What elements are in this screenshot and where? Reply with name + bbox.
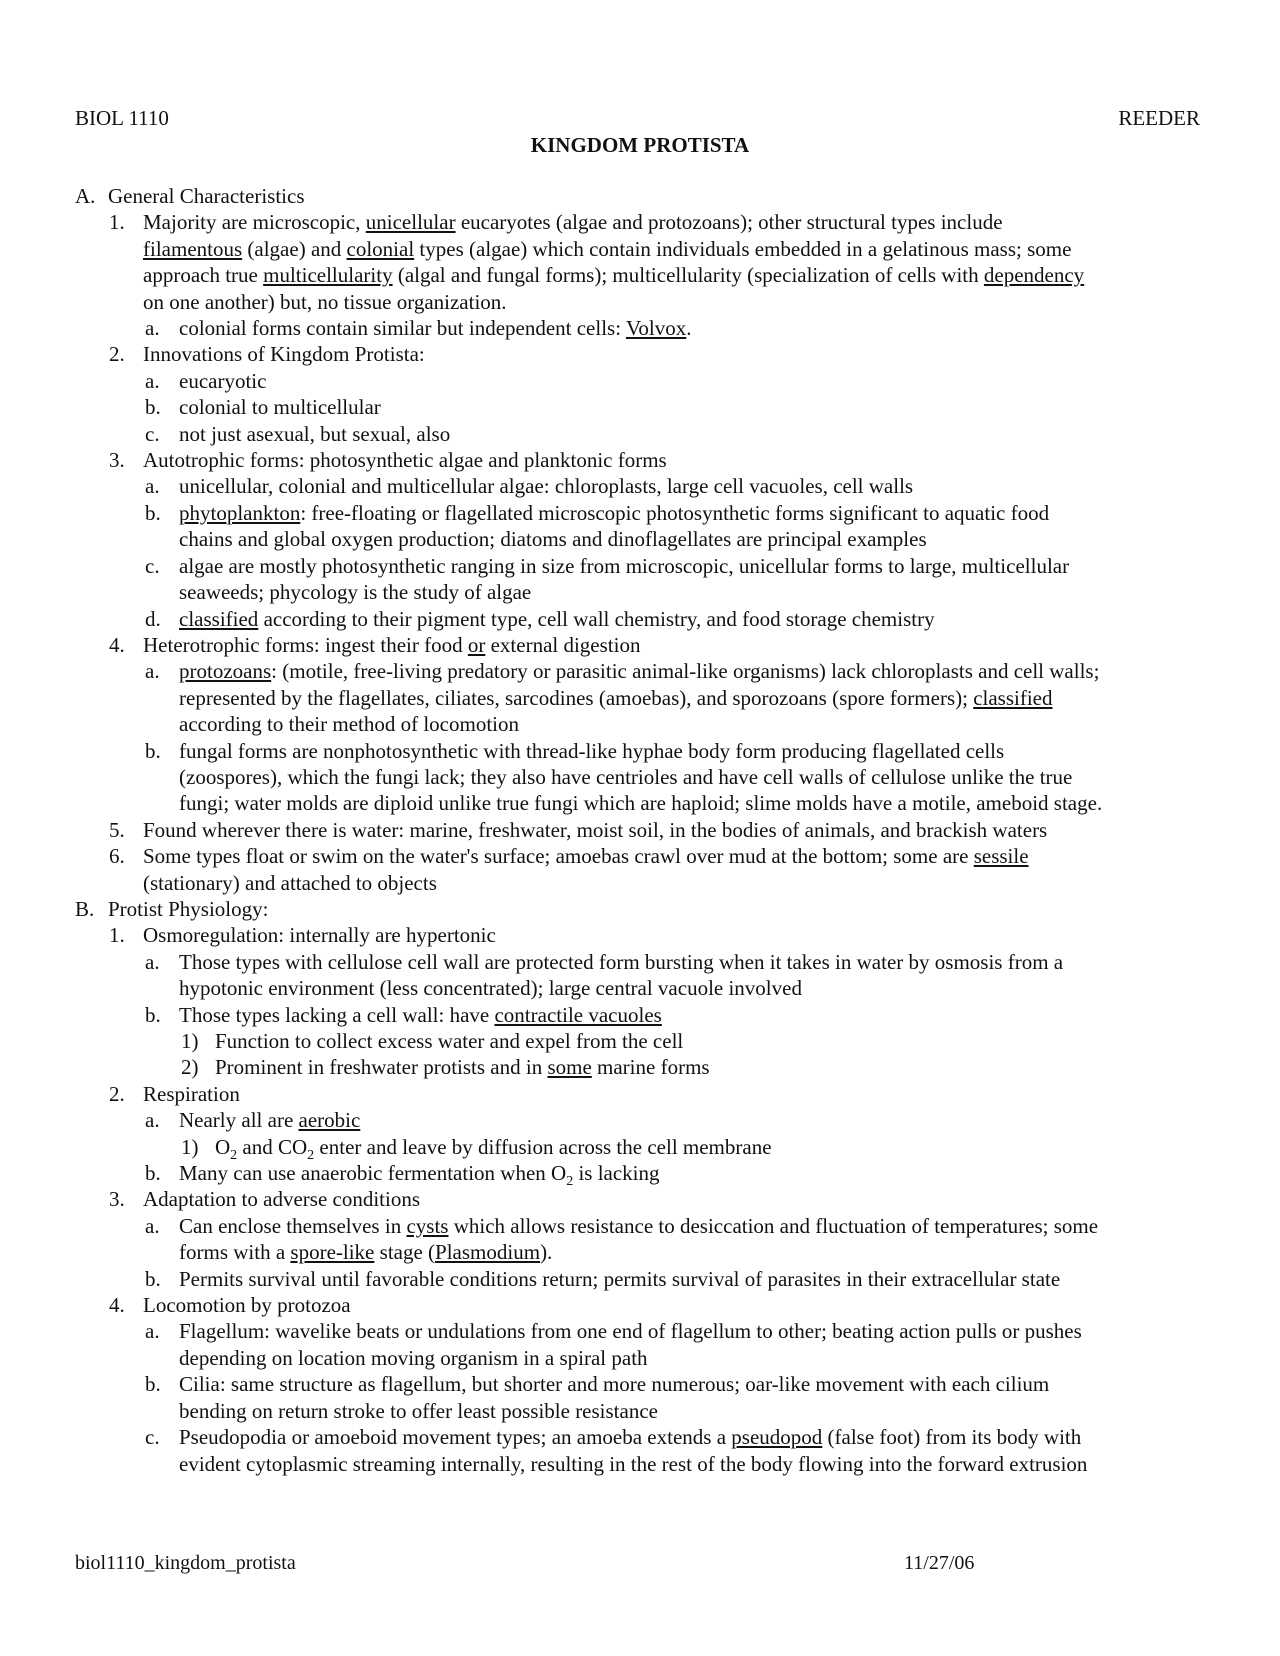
outline-line — [75, 1028, 1205, 1054]
outline-line — [75, 183, 1205, 209]
list-marker: 2) — [181, 1055, 199, 1080]
outline-line — [75, 1266, 1205, 1292]
text-run: is lacking — [573, 1161, 660, 1186]
text-run: Respiration — [143, 1081, 240, 1106]
underlined-term: filamentous — [143, 236, 243, 261]
underlined-term: spore-like — [290, 1240, 375, 1265]
text-run: : (motile, free-living predatory or parasitic animal-like organisms) lack chloroplasts and cell walls; — [271, 659, 1100, 684]
list-marker: a. — [145, 949, 160, 974]
outline-line — [75, 236, 1205, 262]
text-run: Many can use anaerobic fermentation when O — [179, 1161, 567, 1186]
list-marker: b. — [145, 500, 161, 525]
list-marker: a. — [145, 1213, 160, 1238]
list-marker: b. — [145, 1002, 161, 1027]
outline-line — [75, 289, 1205, 315]
underlined-term: multicellularity — [263, 263, 393, 288]
list-marker: 2. — [109, 1081, 125, 1106]
underlined-term: phytoplankton — [179, 500, 301, 525]
underlined-term: Plasmodium — [435, 1240, 541, 1265]
text-run: colonial to multicellular — [179, 395, 381, 420]
outline-line — [75, 1160, 1205, 1190]
underlined-term: colonial — [346, 236, 415, 261]
list-marker: b. — [145, 738, 161, 763]
list-marker: a. — [145, 659, 160, 684]
underlined-term: protozoans — [179, 659, 272, 684]
underlined-term: or — [467, 632, 486, 657]
text-run: (false foot) from its body with — [822, 1425, 1082, 1450]
text-run: General Characteristics — [108, 184, 305, 208]
text-run: (algae) and — [242, 236, 347, 261]
text-run: (zoospores), which the fungi lack; they also have centrioles and have cell walls of cellulose unlike the true — [179, 764, 1073, 789]
list-marker: 3. — [109, 1187, 125, 1212]
outline-line — [75, 896, 1205, 922]
text-run: marine forms — [591, 1055, 710, 1080]
outline-line — [75, 341, 1205, 367]
text-run: colonial forms contain similar but independent cells: — [179, 316, 626, 341]
text-run: according to their method of locomotion — [179, 712, 519, 737]
text-run: Flagellum: wavelike beats or undulations from one end of flagellum to other; beating action pulls or pushes — [179, 1319, 1082, 1344]
underlined-term: dependency — [983, 263, 1085, 288]
outline-line — [75, 1345, 1205, 1371]
subscript: 2 — [307, 1147, 315, 1163]
text-run: Function to collect excess water and expel from the cell — [215, 1029, 684, 1053]
text-run: enter and leave by diffusion across the cell membrane — [314, 1134, 772, 1159]
outline-line — [75, 1398, 1205, 1424]
outline-line — [75, 790, 1205, 816]
list-marker: c. — [145, 421, 160, 446]
text-run: algae are mostly photosynthetic ranging in size from microscopic, unicellular forms to large, multicellular — [179, 553, 1070, 578]
text-run: external digestion — [485, 632, 641, 657]
outline-line — [75, 606, 1205, 632]
outline-line — [75, 658, 1205, 684]
outline-line — [75, 579, 1205, 605]
text-run: Autotrophic forms: photosynthetic algae and planktonic forms — [143, 448, 667, 473]
outline-line — [75, 553, 1205, 579]
list-marker: b. — [145, 1266, 161, 1291]
outline-line — [75, 738, 1205, 764]
text-run: . — [686, 316, 692, 341]
text-run: according to their pigment type, cell wall chemistry, and food storage chemistry — [258, 606, 935, 631]
text-run: Locomotion by protozoa — [143, 1293, 351, 1318]
text-run: eucaryotic — [179, 368, 267, 393]
outline-line — [75, 500, 1205, 526]
list-marker: a. — [145, 1319, 160, 1344]
outline-line — [75, 526, 1205, 552]
outline-line — [75, 1213, 1205, 1239]
text-run: Some types float or swim on the water's surface; amoebas crawl over mud at the bottom; some are — [143, 844, 974, 869]
page-title: KINGDOM PROTISTA — [530, 133, 750, 157]
outline-line — [75, 1451, 1205, 1477]
list-marker: 3. — [109, 448, 125, 473]
text-run: represented by the flagellates, ciliates, sarcodines (amoebas), and sporozoans (spore formers); — [179, 685, 974, 710]
outline-line — [75, 1292, 1205, 1318]
list-marker: c. — [145, 553, 160, 578]
footer-date: 11/27/06 — [904, 1552, 975, 1574]
outline-line — [75, 1371, 1205, 1397]
text-run: O — [215, 1134, 231, 1159]
text-run: Permits survival until favorable conditions return; permits survival of parasites in their extracellular state — [179, 1266, 1061, 1291]
outline-line — [75, 1107, 1205, 1133]
text-run: : free-floating or flagellated microscopic photosynthetic forms significant to aquatic food — [300, 500, 1050, 525]
underlined-term: some — [547, 1055, 592, 1080]
author-name: REEDER — [1118, 106, 1200, 130]
outline-line — [75, 394, 1205, 420]
subscript: 2 — [230, 1147, 238, 1163]
list-marker: b. — [145, 395, 161, 420]
text-run: Heterotrophic forms: ingest their food — [143, 632, 468, 657]
text-run: fungal forms are nonphotosynthetic with thread-like hyphae body form producing flagellated cells — [179, 738, 1005, 763]
text-run: forms with a — [179, 1240, 291, 1265]
list-marker: B. — [75, 896, 95, 921]
list-marker: a. — [145, 474, 160, 499]
list-marker: a. — [145, 368, 160, 393]
text-run: Osmoregulation: internally are hypertonic — [143, 923, 496, 948]
text-run: seaweeds; phycology is the study of algae — [179, 580, 532, 605]
text-run: unicellular, colonial and multicellular algae: chloroplasts, large cell vacuoles, cell walls — [179, 474, 914, 499]
text-run: Protist Physiology: — [108, 896, 269, 921]
text-run: depending on location moving organism in a spiral path — [179, 1345, 648, 1370]
document-outline — [75, 183, 1205, 1477]
underlined-term: classified — [973, 685, 1053, 710]
list-marker: A. — [75, 184, 96, 208]
footer-filename: biol1110_kingdom_protista — [75, 1552, 296, 1574]
list-marker: 4. — [109, 632, 125, 657]
underlined-term: aerobic — [298, 1108, 361, 1133]
list-marker: 6. — [109, 844, 125, 869]
outline-line — [75, 1318, 1205, 1344]
outline-line — [75, 843, 1205, 869]
outline-line — [75, 262, 1205, 288]
outline-line — [75, 473, 1205, 499]
underlined-term: sessile — [973, 844, 1029, 869]
outline-line — [75, 447, 1205, 473]
underlined-term: pseudopod — [731, 1425, 823, 1450]
outline-line — [75, 1054, 1205, 1080]
outline-line — [75, 1424, 1205, 1450]
outline-line — [75, 1081, 1205, 1107]
outline-line — [75, 315, 1205, 341]
text-run: eucaryotes (algae and protozoans); other structural types include — [455, 210, 1003, 235]
list-marker: 1. — [109, 210, 125, 235]
list-marker: 5. — [109, 817, 125, 842]
text-run: Nearly all are — [179, 1108, 299, 1133]
text-run: Those types lacking a cell wall: have — [179, 1002, 495, 1027]
list-marker: c. — [145, 1425, 160, 1450]
text-run: Innovations of Kingdom Protista: — [143, 342, 425, 367]
text-run: (algal and fungal forms); multicellularity (specialization of cells with — [392, 263, 984, 288]
text-run: Those types with cellulose cell wall are protected form bursting when it takes in water by osmosis from a — [179, 949, 1064, 974]
underlined-term: cysts — [406, 1213, 449, 1238]
course-code: BIOL 1110 — [75, 106, 169, 130]
list-marker: a. — [145, 1108, 160, 1133]
text-run: Pseudopodia or amoeboid movement types; an amoeba extends a — [179, 1425, 732, 1450]
outline-line — [75, 368, 1205, 394]
text-run: hypotonic environment (less concentrated); large central vacuole involved — [179, 976, 802, 1001]
outline-line — [75, 685, 1205, 711]
list-marker: 2. — [109, 342, 125, 367]
outline-line — [75, 922, 1205, 948]
list-marker: 1) — [181, 1029, 199, 1053]
outline-line — [75, 949, 1205, 975]
list-marker: b. — [145, 1161, 161, 1186]
outline-line — [75, 1239, 1205, 1265]
text-run: ). — [540, 1240, 553, 1265]
text-run: types (algae) which contain individuals embedded in a gelatinous mass; some — [414, 236, 1072, 261]
text-run: Adaptation to adverse conditions — [143, 1187, 421, 1212]
outline-line — [75, 817, 1205, 843]
text-run: which allows resistance to desiccation and fluctuation of temperatures; some — [448, 1213, 1099, 1238]
outline-line — [75, 870, 1205, 896]
outline-line — [75, 421, 1205, 447]
text-run: on one another) but, no tissue organization. — [143, 289, 507, 314]
text-run: evident cytoplasmic streaming internally, resulting in the rest of the body flowing into the forward extrusion — [179, 1451, 1088, 1476]
text-run: Majority are microscopic, — [143, 210, 366, 235]
list-marker: a. — [145, 316, 160, 341]
underlined-term: contractile vacuoles — [494, 1002, 662, 1027]
text-run: Can enclose themselves in — [179, 1213, 407, 1238]
text-run: not just asexual, but sexual, also — [179, 421, 451, 446]
text-run: Found wherever there is water: marine, freshwater, moist soil, in the bodies of animals, and brackish waters — [143, 817, 1048, 842]
underlined-term: Volvox — [625, 316, 687, 341]
list-marker: 1) — [181, 1134, 199, 1159]
list-marker: 4. — [109, 1293, 125, 1318]
outline-line — [75, 975, 1205, 1001]
outline-line — [75, 209, 1205, 235]
text-run: (stationary) and attached to objects — [143, 870, 437, 895]
outline-line — [75, 632, 1205, 658]
outline-line — [75, 1134, 1205, 1163]
text-run: fungi; water molds are diploid unlike true fungi which are haploid; slime molds have a motile, ameboid stage. — [179, 791, 1103, 816]
outline-line — [75, 1002, 1205, 1028]
underlined-term: unicellular — [365, 210, 456, 235]
text-run: Cilia: same structure as flagellum, but shorter and more numerous; oar-like movement with each cilium — [179, 1372, 1050, 1397]
list-marker: b. — [145, 1372, 161, 1397]
text-run: bending on return stroke to offer least possible resistance — [179, 1398, 658, 1423]
underlined-term: classified — [179, 606, 259, 631]
subscript: 2 — [566, 1174, 574, 1190]
list-marker: d. — [145, 606, 161, 631]
outline-line — [75, 711, 1205, 737]
outline-line — [75, 764, 1205, 790]
outline-line — [75, 1186, 1205, 1212]
list-marker: 1. — [109, 923, 125, 948]
text-run: approach true — [143, 263, 264, 288]
text-run: chains and global oxygen production; diatoms and dinoflagellates are principal examples — [179, 527, 927, 552]
text-run: stage ( — [374, 1240, 436, 1265]
text-run: and CO — [237, 1134, 308, 1159]
text-run: Prominent in freshwater protists and in — [215, 1055, 548, 1080]
